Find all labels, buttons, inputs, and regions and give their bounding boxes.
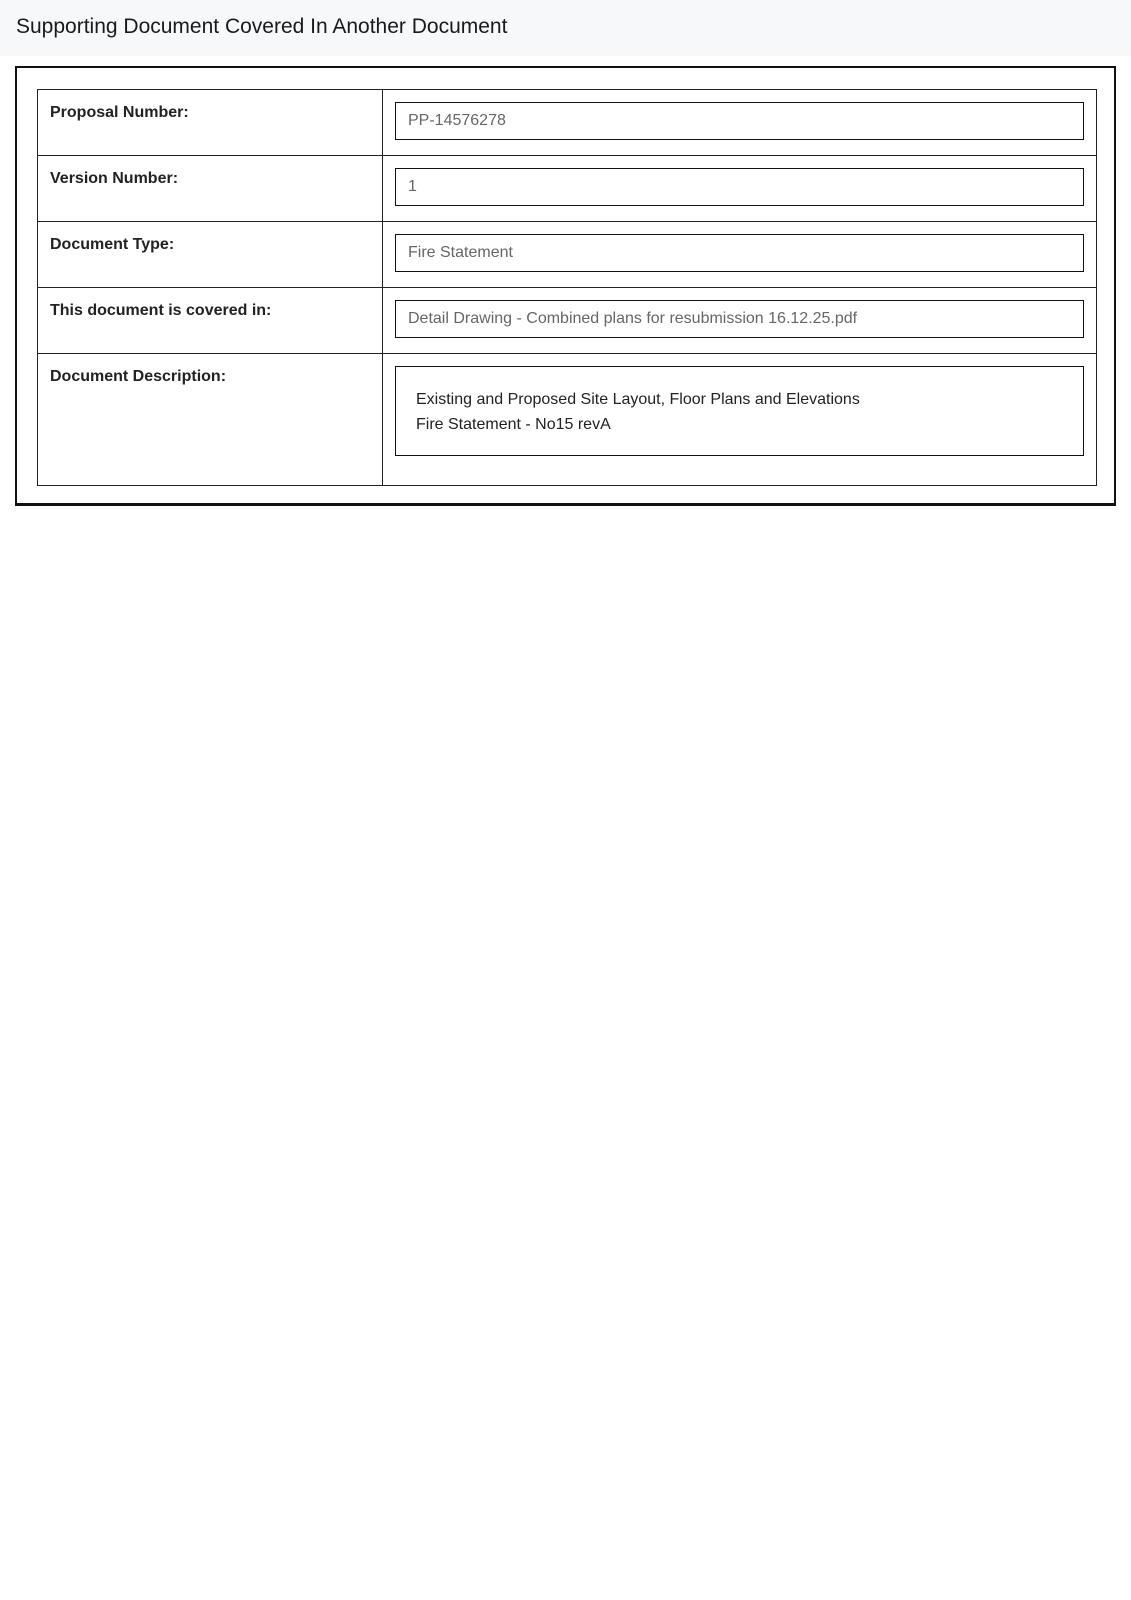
covered-in-cell bbox=[383, 288, 1097, 354]
version-number-cell bbox=[383, 156, 1097, 222]
document-details-table bbox=[37, 89, 1097, 486]
covered-in-row bbox=[38, 288, 1097, 354]
proposal-number-cell bbox=[383, 90, 1097, 156]
description-line: Fire Statement - No15 revA bbox=[416, 416, 611, 433]
version-number-label: Version Number: bbox=[38, 156, 383, 222]
proposal-number-row bbox=[38, 90, 1097, 156]
covered-in-label: This document is covered in: bbox=[38, 288, 383, 354]
proposal-number-field[interactable]: PP-14576278 bbox=[395, 102, 1084, 140]
page-title: Supporting Document Covered In Another Document bbox=[16, 15, 508, 38]
version-number-field[interactable]: 1 bbox=[395, 168, 1084, 206]
document-type-row bbox=[38, 222, 1097, 288]
description-field[interactable] bbox=[395, 366, 1084, 456]
description-line: Existing and Proposed Site Layout, Floor Plans and Elevations bbox=[416, 391, 860, 408]
document-type-label: Document Type: bbox=[38, 222, 383, 288]
document-details-panel bbox=[15, 66, 1116, 506]
covered-in-field[interactable]: Detail Drawing - Combined plans for resubmission 16.12.25.pdf bbox=[395, 300, 1084, 338]
page-header bbox=[0, 0, 1131, 56]
description-row bbox=[38, 354, 1097, 486]
document-type-field[interactable]: Fire Statement bbox=[395, 234, 1084, 272]
description-label: Document Description: bbox=[38, 354, 383, 486]
proposal-number-label: Proposal Number: bbox=[38, 90, 383, 156]
version-number-row bbox=[38, 156, 1097, 222]
description-cell bbox=[383, 354, 1097, 486]
document-type-cell bbox=[383, 222, 1097, 288]
